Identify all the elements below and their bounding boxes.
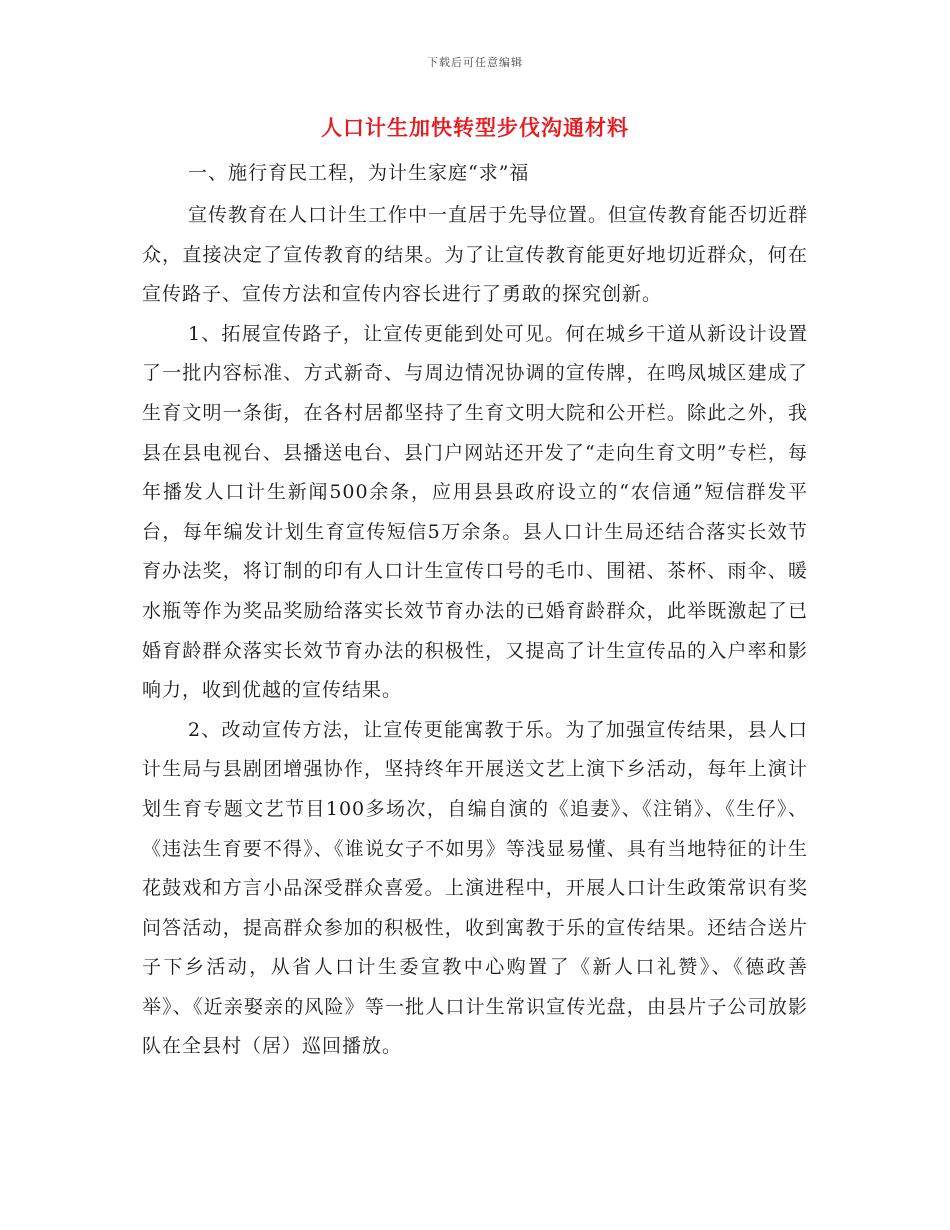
section-heading: 一、施行育民工程，为计生家庭“求”福 <box>188 162 530 184</box>
document-title: 人口计生加快转型步伐沟通材料 <box>321 115 629 140</box>
document-body <box>142 158 808 1067</box>
paragraph: 2、改动宣传方法，让宣传更能寓教于乐。为了加强宣传结果，县人口计生局与县剧团增强协作，坚持终年开展送文艺上演下乡活动，每年上演计划生育专题文艺节目100多场次，自编自演的《追妻》、《注销》、《生仔》、《违法生育要不得》、《谁说女子不如男》等浅显易懂、具有当地特征的计生花鼓戏和方言小品深受群众喜爱。上演进程中，开展人口计生政策常识有奖问答活动，提高群众参加的积极性，收到寓教于乐的宣传结果。还结合送片子下乡活动，从省人口计生委宣教中心购置了《新人口礼赞》、《德政善举》、《近亲娶亲的风险》等一批人口计生常识宣传光盘，由县片子公司放影队在全县村（居）巡回播放。 <box>142 718 808 1058</box>
header-note: 下载后可任意编辑 <box>427 56 523 69</box>
paragraph: 1、拓展宣传路子，让宣传更能到处可见。何在城乡干道从新设计设置了一批内容标准、方式新奇、与周边情况协调的宣传牌，在鸣凤城区建成了生育文明一条街，在各村居都坚持了生育文明大院和公开栏。除此之外，我县在县电视台、县播送电台、县门户网站还开发了“走向生育文明”专栏，每年播发人口计生新闻500余条，应用县县政府设立的“农信通”短信群发平台，每年编发计划生育宣传短信5万余条。县人口计生局还结合落实长效节育办法奖，将订制的印有人口计生宣传口号的毛巾、围裙、茶杯、雨伞、暖水瓶等作为奖品奖励给落实长效节育办法的已婚育龄群众，此举既激起了已婚育龄群众落实长效节育办法的积极性，又提高了计生宣传品的入户率和影响力，收到优越的宣传结果。 <box>142 322 808 702</box>
paragraph: 宣传教育在人口计生工作中一直居于先导位置。但宣传教育能否切近群众，直接决定了宣传教育的结果。为了让宣传教育能更好地切近群众，何在宣传路子、宣传方法和宣传内容长进行了勇敢的探究创新。 <box>142 204 809 306</box>
